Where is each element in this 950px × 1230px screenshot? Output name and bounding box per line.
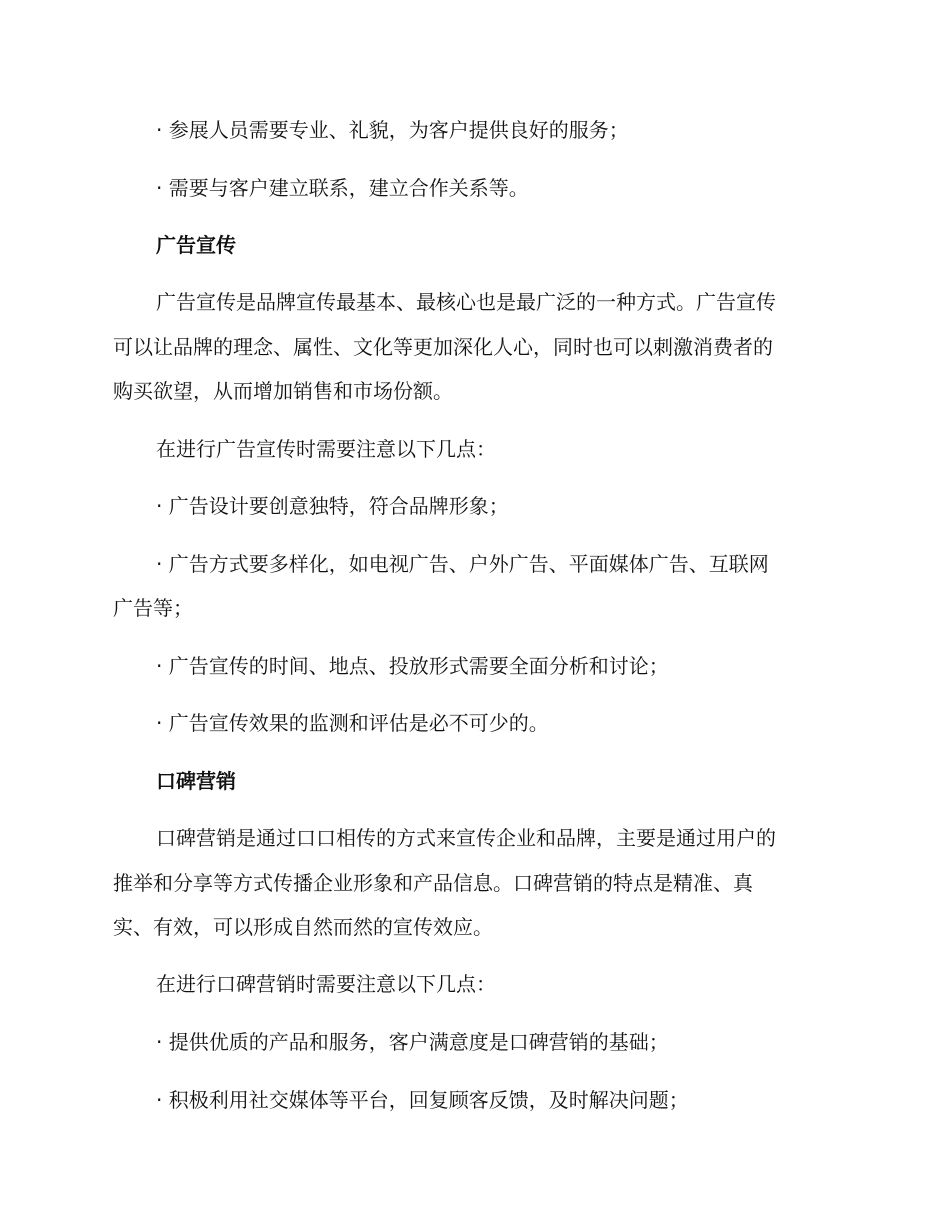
paragraph-line: 在进行口碑营销时需要注意以下几点： — [156, 972, 496, 996]
paragraph-line: 推举和分享等方式传播企业形象和产品信息。口碑营销的特点是精准、真 — [113, 871, 753, 895]
bullet-item-continuation: 广告等； — [113, 596, 193, 620]
section-heading: 口碑营销 — [156, 769, 236, 793]
bullet-item: · 广告设计要创意独特，符合品牌形象； — [156, 494, 509, 518]
paragraph-line: 广告宣传是品牌宣传最基本、最核心也是最广泛的一种方式。广告宣传 — [156, 290, 776, 314]
paragraph-line: 实、有效，可以形成自然而然的宣传效应。 — [113, 915, 493, 939]
bullet-item: · 广告方式要多样化，如电视广告、户外广告、平面媒体广告、互联网 — [156, 552, 769, 576]
section-heading: 广告宣传 — [156, 233, 236, 257]
bullet-item: · 需要与客户建立联系，建立合作关系等。 — [156, 176, 529, 200]
bullet-item: · 广告宣传的时间、地点、投放形式需要全面分析和讨论； — [156, 654, 669, 678]
bullet-item: · 参展人员需要专业、礼貌，为客户提供良好的服务； — [156, 118, 629, 142]
bullet-item: · 提供优质的产品和服务，客户满意度是口碑营销的基础； — [156, 1030, 669, 1054]
bullet-item: · 积极利用社交媒体等平台，回复顾客反馈，及时解决问题； — [156, 1088, 689, 1112]
paragraph-line: 口碑营销是通过口口相传的方式来宣传企业和品牌，主要是通过用户的 — [156, 826, 776, 850]
paragraph-line: 在进行广告宣传时需要注意以下几点： — [156, 437, 496, 461]
paragraph-line: 购买欲望，从而增加销售和市场份额。 — [113, 379, 453, 403]
paragraph-line: 可以让品牌的理念、属性、文化等更加深化人心，同时也可以刺激消费者的 — [113, 335, 773, 359]
bullet-item: · 广告宣传效果的监测和评估是必不可少的。 — [156, 711, 549, 735]
